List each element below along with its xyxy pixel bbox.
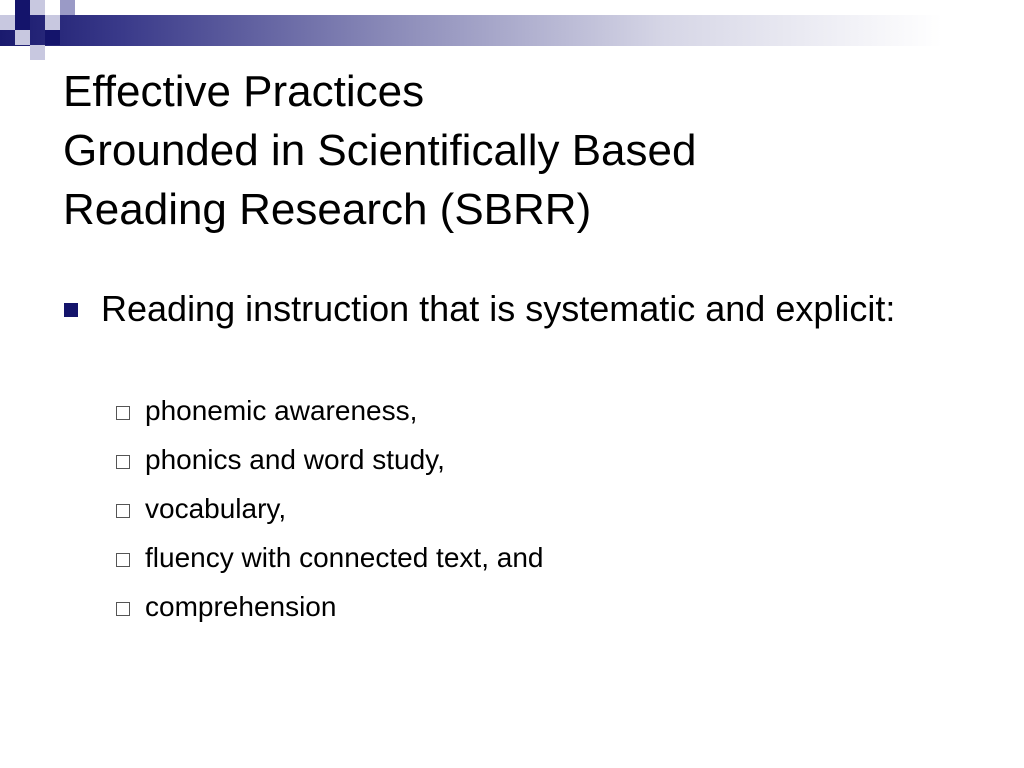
main-bullet-text: Reading instruction that is systematic and explicit: bbox=[101, 288, 896, 329]
title-line: Reading Research (SBRR) bbox=[63, 185, 592, 234]
list-item bbox=[116, 487, 543, 536]
list-item bbox=[116, 536, 543, 585]
decor-square bbox=[15, 30, 30, 45]
list-item bbox=[116, 585, 543, 634]
header-gradient-bar bbox=[0, 15, 1024, 46]
decor-square bbox=[45, 15, 60, 30]
sub-bullet-label: phonics and word study, bbox=[145, 444, 445, 475]
title-line: Grounded in Scientifically Based bbox=[63, 126, 697, 175]
sub-bullet-label: vocabulary, bbox=[145, 493, 287, 524]
title-line: Effective Practices bbox=[63, 67, 425, 116]
hollow-square-bullet-icon bbox=[116, 455, 130, 469]
hollow-square-bullet-icon bbox=[116, 553, 130, 567]
decor-square bbox=[45, 30, 60, 45]
list-item bbox=[116, 389, 543, 438]
main-bullet bbox=[64, 284, 924, 334]
decor-square bbox=[60, 0, 75, 15]
list-item bbox=[116, 438, 543, 487]
sub-bullet-label: fluency with connected text, and bbox=[145, 542, 544, 573]
decor-square bbox=[0, 15, 15, 30]
sub-bullet-label: phonemic awareness, bbox=[145, 395, 418, 426]
sub-bullet-label: comprehension bbox=[145, 591, 337, 622]
hollow-square-bullet-icon bbox=[116, 406, 130, 420]
square-bullet-icon bbox=[64, 303, 78, 317]
sub-bullet-list bbox=[116, 389, 543, 634]
decor-square bbox=[15, 0, 30, 15]
decor-square bbox=[30, 0, 45, 15]
hollow-square-bullet-icon bbox=[116, 504, 130, 518]
decor-square bbox=[30, 45, 45, 60]
decor-square bbox=[15, 15, 30, 30]
slide-title bbox=[63, 62, 696, 239]
hollow-square-bullet-icon bbox=[116, 602, 130, 616]
